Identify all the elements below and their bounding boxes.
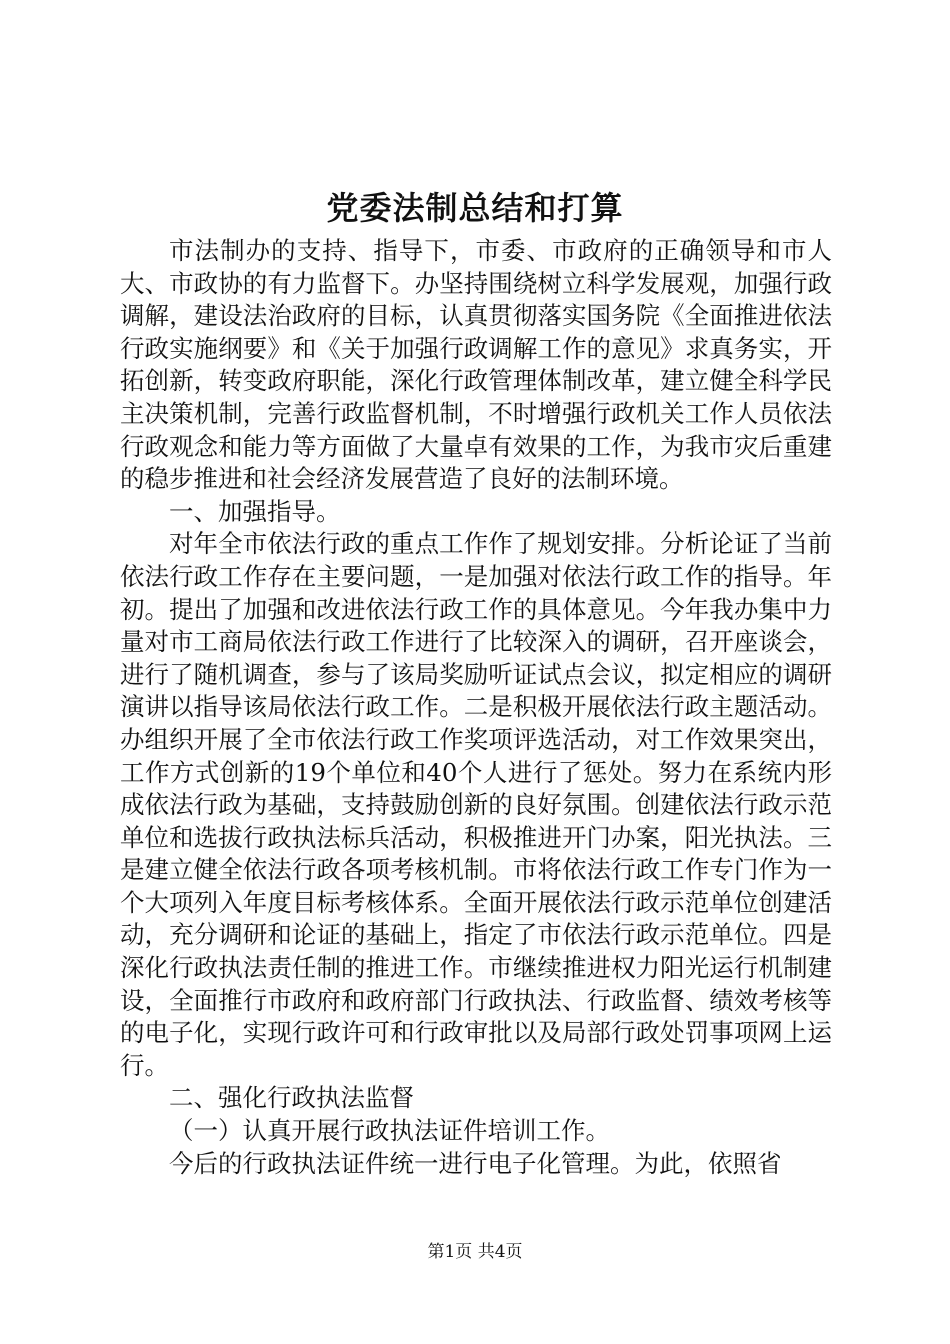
page-number: 第1页 共4页 [427, 1242, 523, 1262]
subsection-heading-1: （一）认真开展行政执法证件培训工作。 [169, 1116, 610, 1146]
document-title: 党委法制总结和打算 [326, 189, 624, 227]
subsection-1-paragraph: 今后的行政执法证件统一进行电子化管理。为此，依照省 [169, 1148, 782, 1178]
section-heading-2: 二、强化行政执法监督 [169, 1083, 414, 1113]
intro-paragraph: 市法制办的支持、指导下，市委、市政府的正确领导和市人大、市政协的有力监督下。办坚持围绕树立科学发展观，加强行政调解，建设法治政府的目标，认真贯彻落实国务院《全面推进依法行政实施纲要》和《关于加强行政调解工作的意见》求真务实，开拓创新，转变政府职能，深化行政管理体制改革，建立健全科学民主决策机制，完善行政监督机制，不时增强行政机关工作人员依法行政观念和能力等方面做了大量卓有效果的工作，为我市灾后重建的稳步推进和社会经济发展营造了良好的法制环境。 [120, 236, 832, 494]
document-body [120, 235, 832, 1180]
section-heading-1: 一、加强指导。 [169, 496, 341, 526]
section-1-paragraph: 对年全市依法行政的重点工作作了规划安排。分析论证了当前依法行政工作存在主要问题，一是加强对依法行政工作的指导。年初。提出了加强和改进依法行政工作的具体意见。今年我办集中力量对市工商局依法行政工作进行了比较深入的调研，召开座谈会，进行了随机调查，参与了该局奖励听证试点会议，拟定相应的调研演讲以指导该局依法行政工作。二是积极开展依法行政主题活动。办组织开展了全市依法行政工作奖项评选活动，对工作效果突出，工作方式创新的19个单位和40个人进行了惩处。努力在系统内形成依法行政为基础，支持鼓励创新的良好氛围。创建依法行政示范单位和选拔行政执法标兵活动，积极推进开门办案，阳光执法。三是建立健全依法行政各项考核机制。市将依法行政工作专门作为一个大项列入年度目标考核体系。全面开展依法行政示范单位创建活动，充分调研和论证的基础上，指定了市依法行政示范单位。四是深化行政执法责任制的推进工作。市继续推进权力阳光运行机制建设，全面推行市政府和政府部门行政执法、行政监督、绩效考核等的电子化，实现行政许可和行政审批以及局部行政处罚事项网上运行。 [120, 529, 832, 1080]
